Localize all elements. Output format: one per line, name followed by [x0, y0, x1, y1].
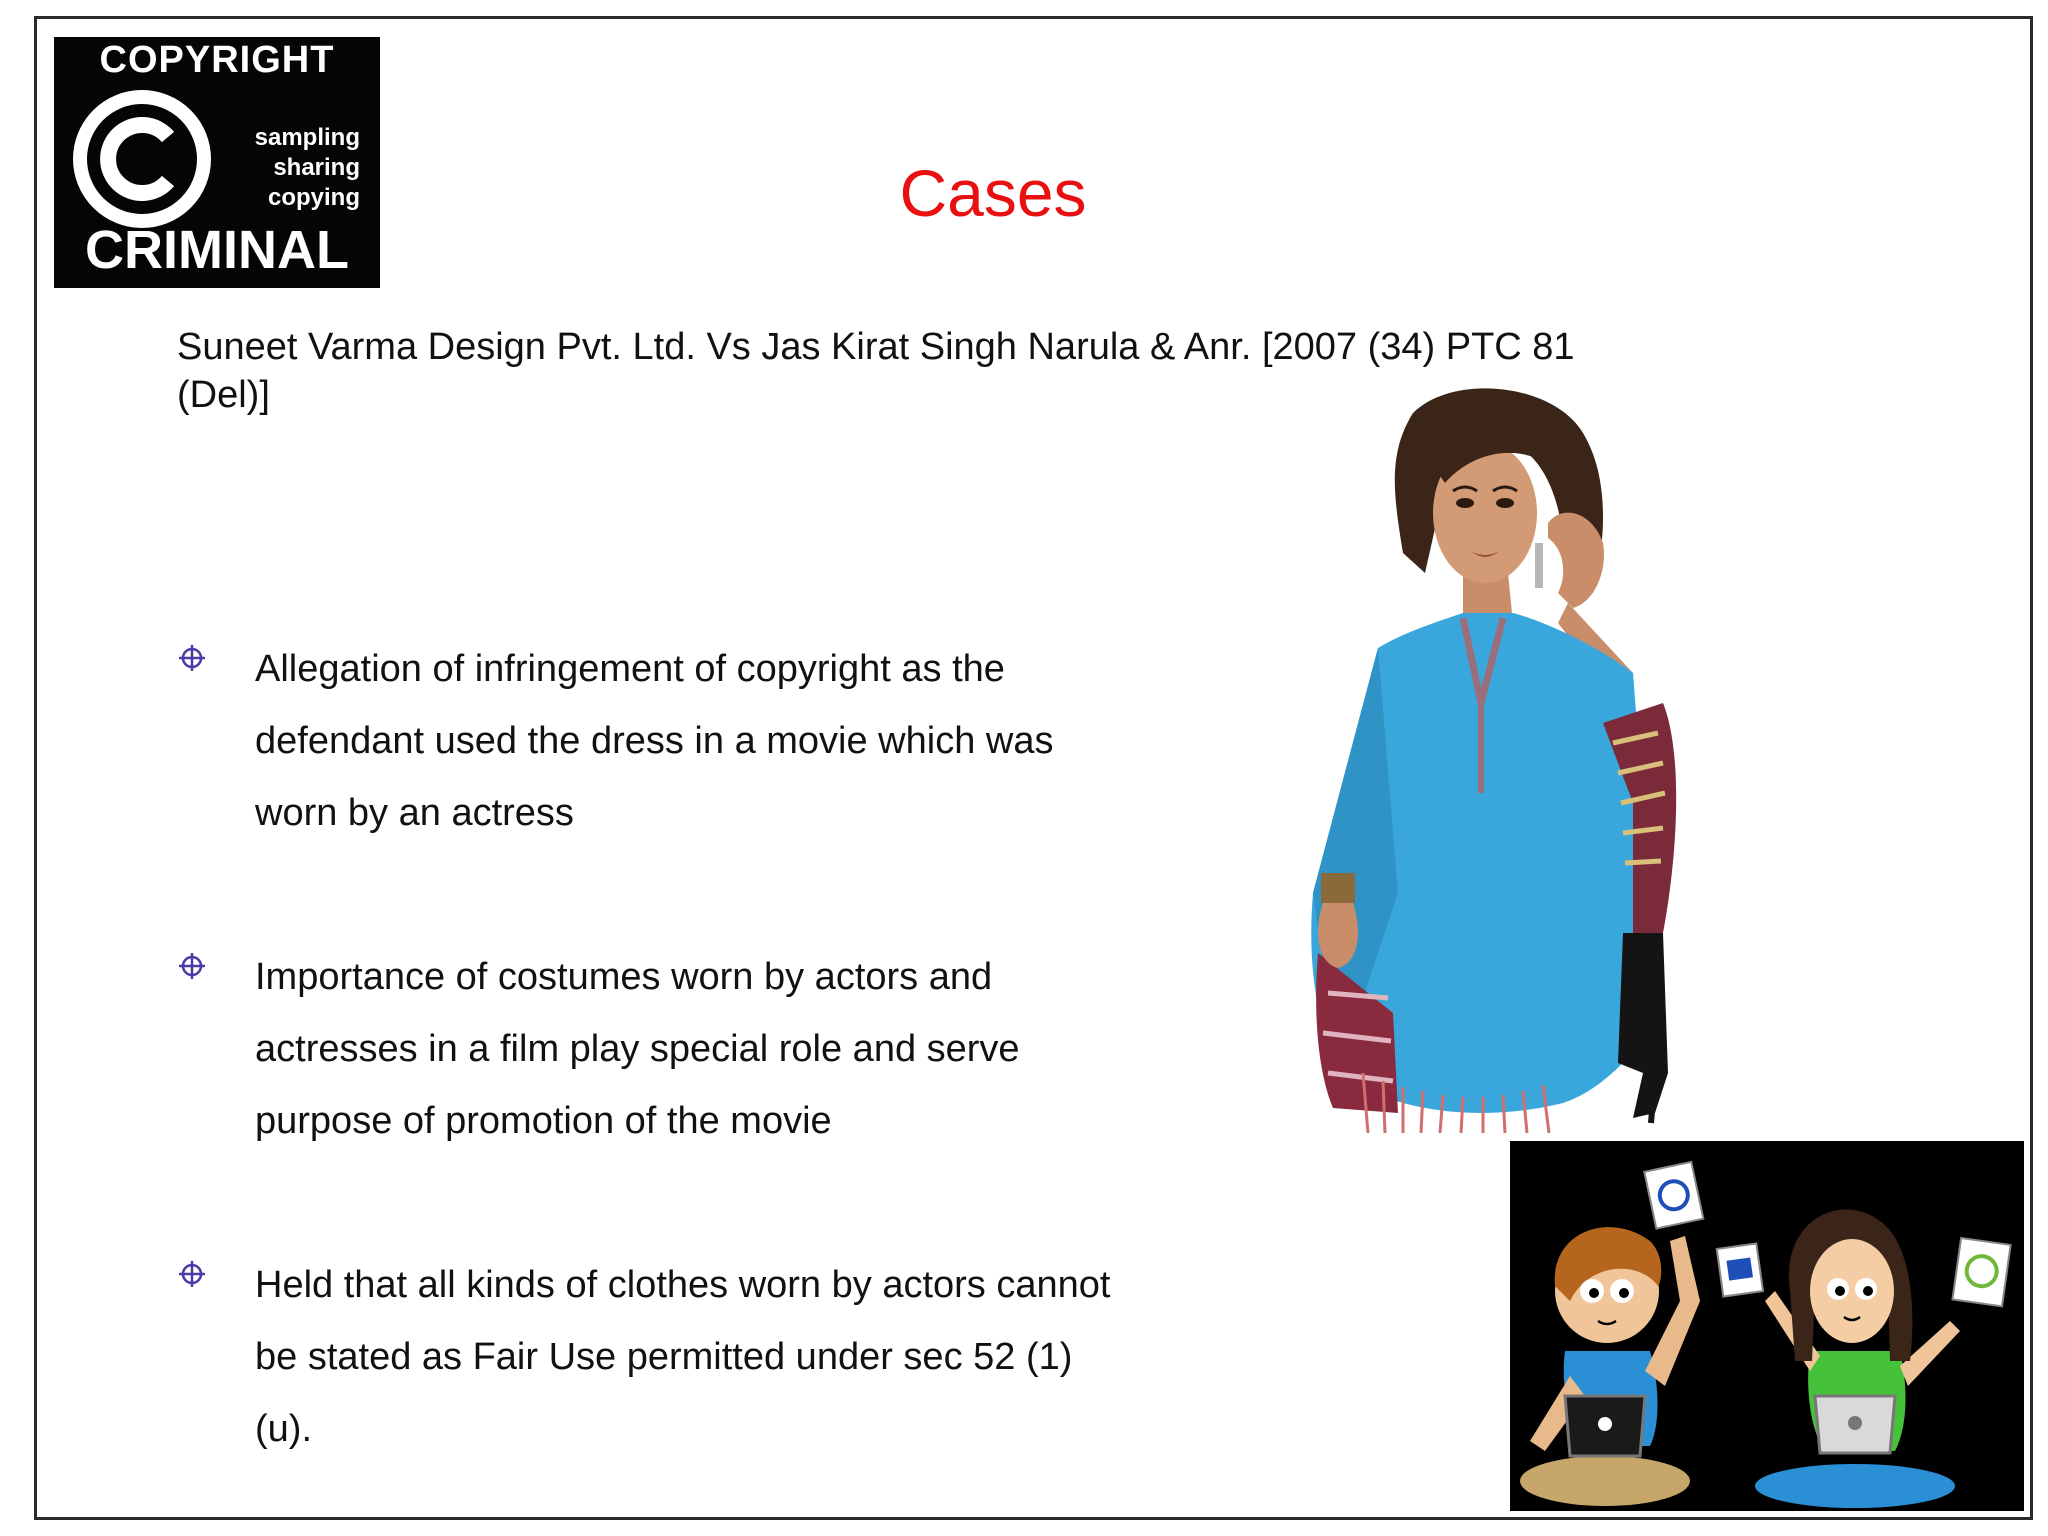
bullet-2-line-1: Importance of costumes worn by actors and — [255, 956, 993, 998]
slide-title: Cases — [899, 156, 1087, 230]
bullet-1-line-3: worn by an actress — [255, 792, 574, 834]
citation-line-1: Suneet Varma Design Pvt. Ltd. Vs Jas Kirat Singh Narula & Anr. [2007 (34) PTC 81 — [177, 326, 1575, 368]
crosshair-bullet-icon — [177, 951, 207, 981]
citation-line-2: (Del)] — [177, 374, 270, 416]
bullet-2-line-3: purpose of promotion of the movie — [255, 1100, 832, 1142]
logo-word-copying: copying — [267, 184, 360, 211]
bullet-1-line-2: defendant used the dress in a movie which was — [255, 720, 1054, 762]
slide-frame — [34, 16, 2033, 1520]
bullet-1-line-1: Allegation of infringement of copyright as the — [255, 648, 1005, 690]
actress-photo — [1163, 373, 1763, 1133]
crosshair-bullet-icon — [177, 643, 207, 673]
copyright-criminal-logo — [54, 37, 380, 288]
bullet-3-line-2: be stated as Fair Use permitted under sec 52 (1) — [255, 1336, 1073, 1378]
copyright-symbol-icon — [70, 87, 215, 232]
bullet-text-3 — [255, 1249, 1175, 1465]
bullet-2-line-2: actresses in a film play special role and serve — [255, 1028, 1020, 1070]
logo-word-sharing: sharing — [273, 154, 360, 181]
bullet-3-line-1: Held that all kinds of clothes worn by actors cannot — [255, 1264, 1111, 1306]
logo-top-text: COPYRIGHT — [99, 39, 335, 81]
logo-bottom-text: CRIMINAL — [85, 220, 349, 280]
logo-word-sampling: sampling — [254, 124, 360, 151]
logo-words — [255, 123, 360, 213]
bullet-text-1 — [255, 633, 1175, 849]
crosshair-bullet-icon — [177, 1259, 207, 1289]
bullet-text-2 — [255, 941, 1175, 1157]
bullet-3-line-3: (u). — [255, 1408, 312, 1450]
file-sharing-cartoon — [1510, 1141, 2024, 1511]
